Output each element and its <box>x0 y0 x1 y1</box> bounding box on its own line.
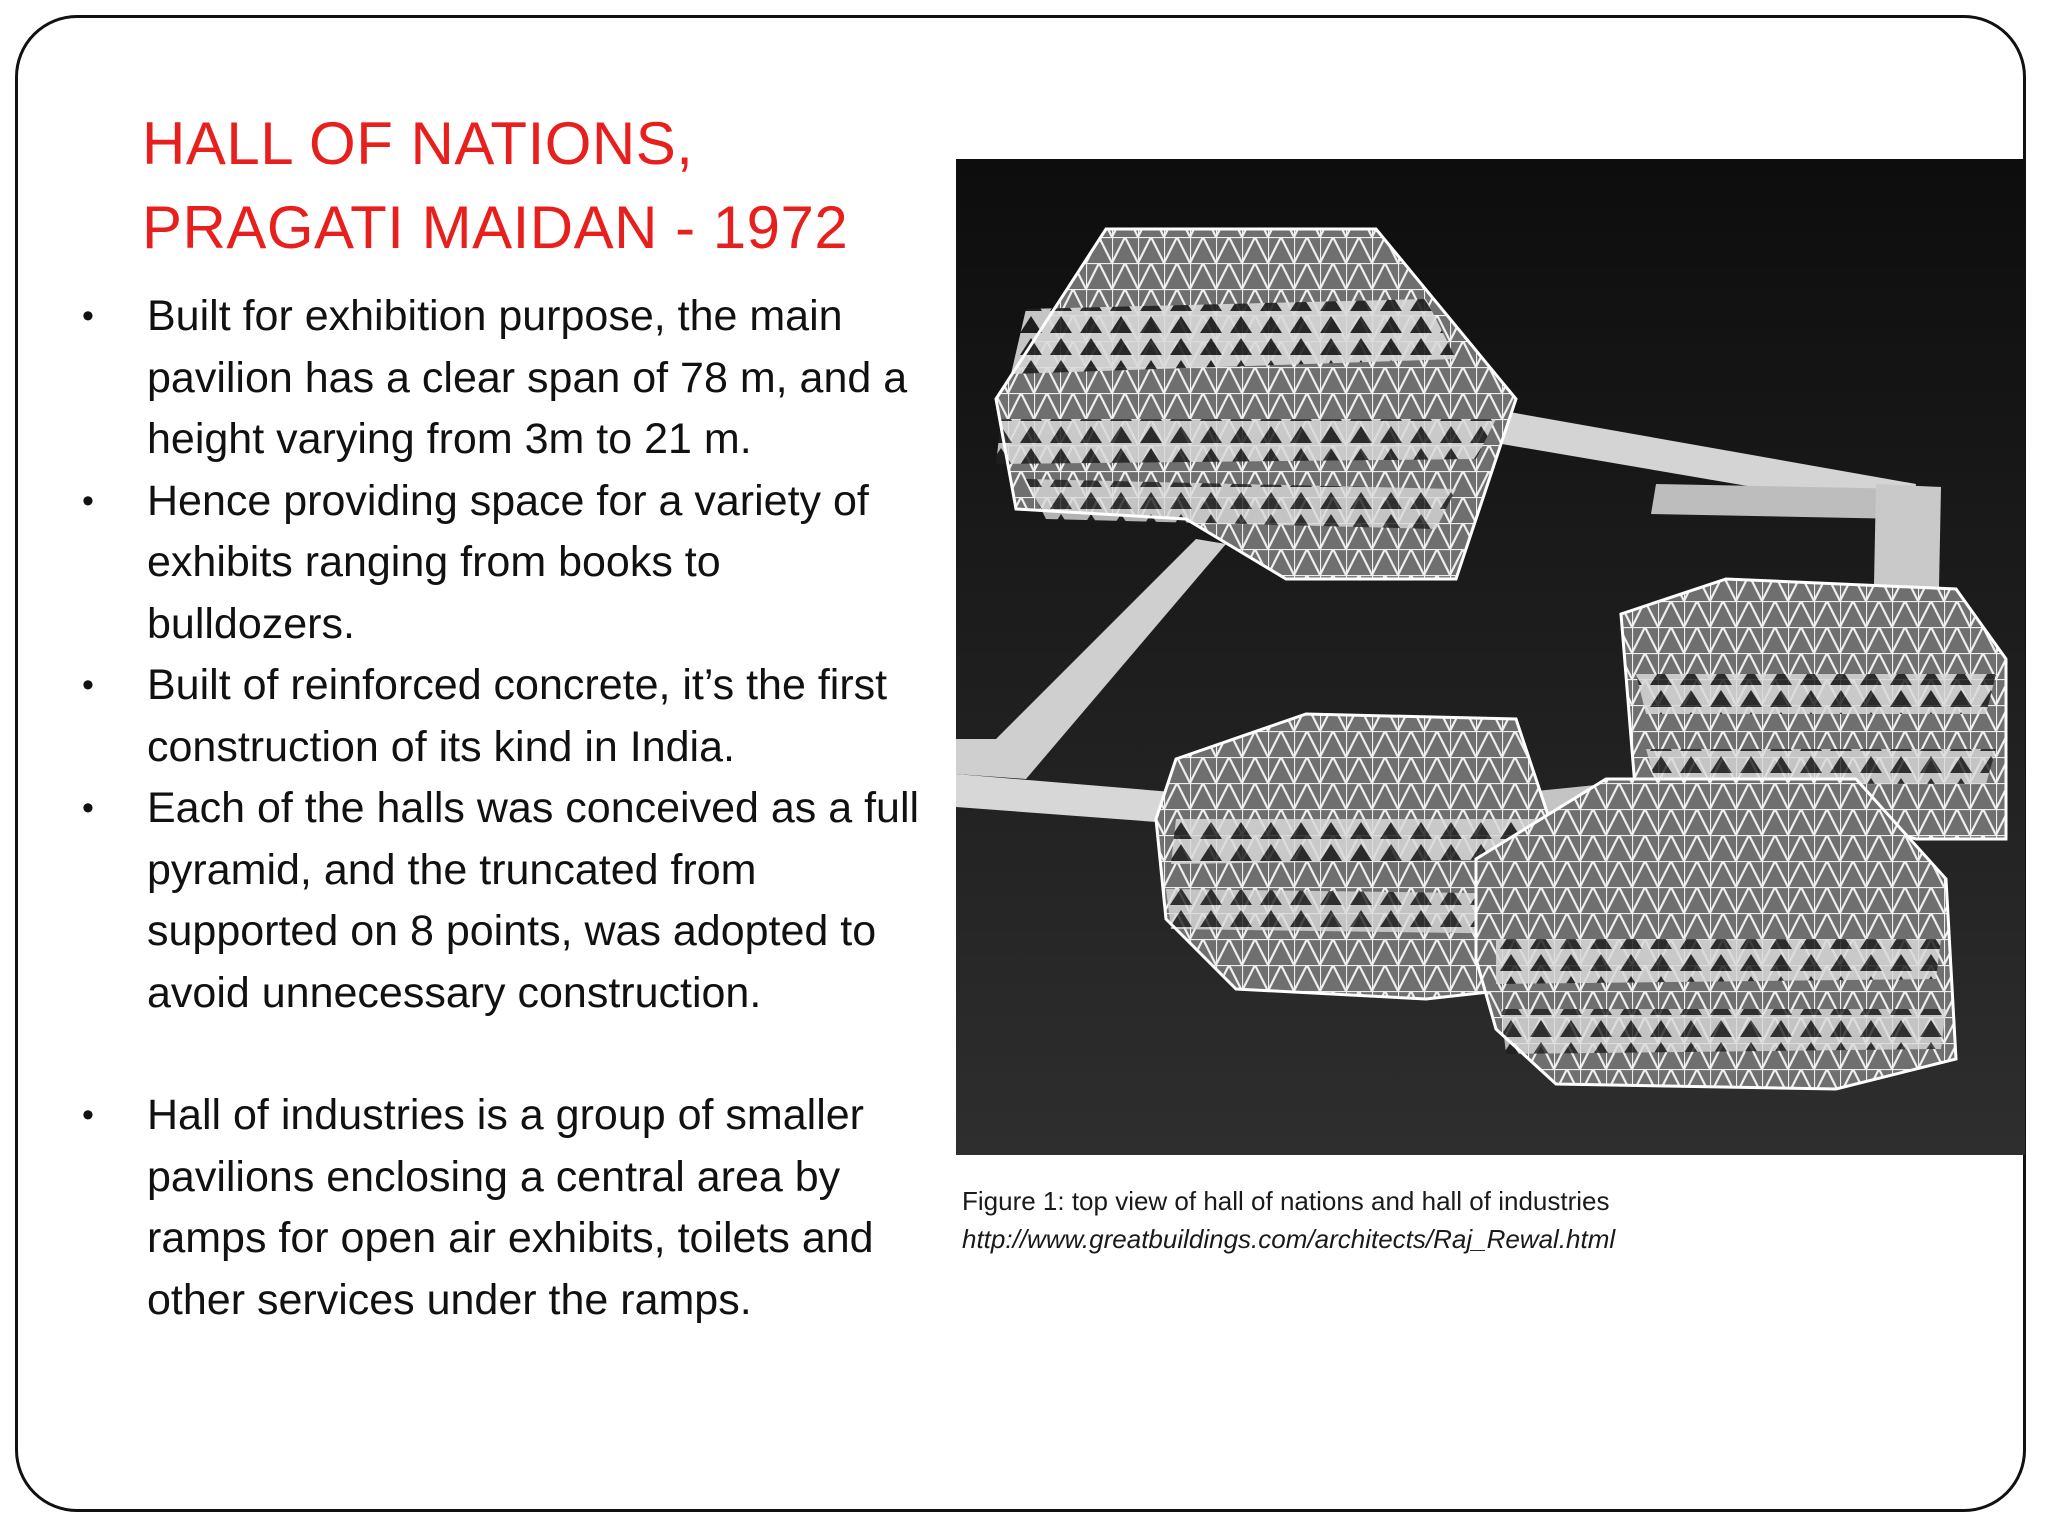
hall-of-industries-model-center <box>1476 779 1956 1089</box>
bullet-text: Built of reinforced concrete, it’s the first construction of its kind in India. <box>147 661 888 771</box>
bullet-dot: • <box>82 666 94 704</box>
bullet-text: Each of the halls was conceived as a full pyramid, and the truncated from supported on 8 points, was adopted to avoid unnecessary construction. <box>147 784 920 1017</box>
title-line-2: PRAGATI MAIDAN - 1972 <box>142 194 849 261</box>
slide-title <box>142 102 848 270</box>
figure-caption <box>962 1182 1615 1258</box>
title-line-1: HALL OF NATIONS, <box>142 110 694 177</box>
bullet-item <box>70 471 930 656</box>
caption-text: Figure 1: top view of hall of nations and hall of industries <box>962 1186 1610 1216</box>
pavilion-model-image <box>956 159 2025 1155</box>
bullet-item <box>70 655 930 778</box>
bullet-list <box>70 286 930 1331</box>
bullet-text: Hall of industries is a group of smaller pavilions enclosing a central area by ramps for open air exhibits, toilets and other services under the ramps. <box>147 1091 874 1324</box>
bullet-text: Hence providing space for a variety of exhibits ranging from books to bulldozers. <box>147 476 869 648</box>
figure-photo <box>956 159 2025 1155</box>
bullet-dot: • <box>82 1096 94 1134</box>
bullet-item <box>70 286 930 471</box>
bullet-text: Built for exhibition purpose, the main pavilion has a clear span of 78 m, and a height varying from 3m to 21 m. <box>147 292 908 463</box>
bullet-item <box>70 778 930 1024</box>
caption-url: http://www.greatbuildings.com/architects/Raj_Rewal.html <box>962 1224 1616 1254</box>
bullet-item <box>70 1085 930 1331</box>
bullet-dot: • <box>82 297 94 335</box>
bullet-dot: • <box>82 481 94 520</box>
bullet-dot: • <box>82 789 94 827</box>
